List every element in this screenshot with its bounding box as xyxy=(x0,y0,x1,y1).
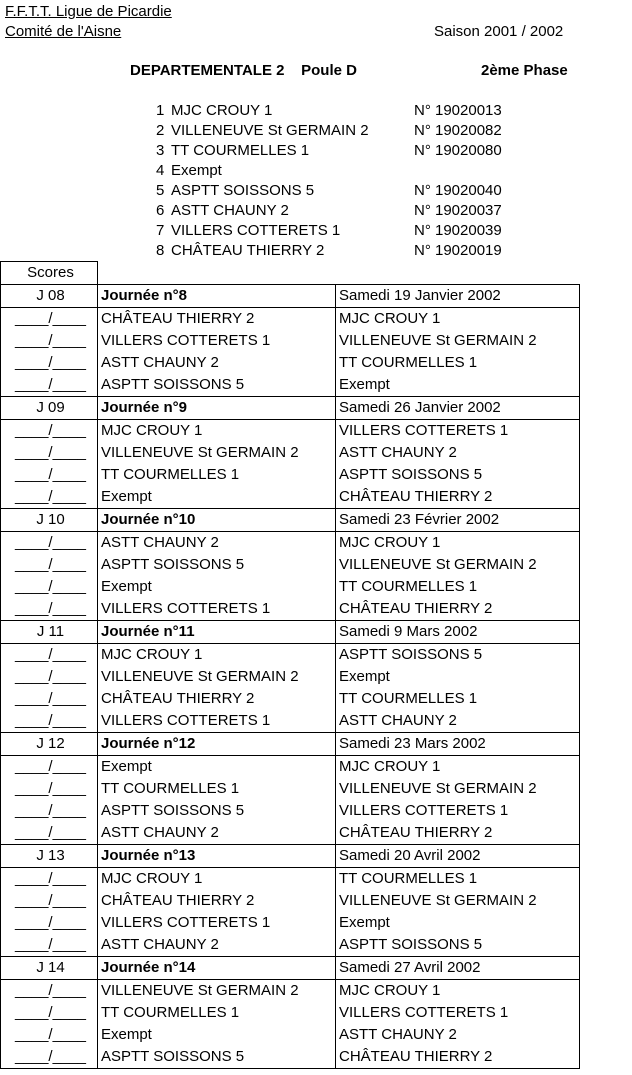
home-team: ASTT CHAUNY 2 xyxy=(98,352,336,374)
team-name: ASTT CHAUNY 2 xyxy=(171,202,289,219)
day-header-row xyxy=(1,509,580,532)
home-team: MJC CROUY 1 xyxy=(98,420,336,443)
day-header-row xyxy=(1,285,580,308)
team-number: 2 xyxy=(156,122,165,139)
day-header-row xyxy=(1,845,580,868)
home-team: ASTT CHAUNY 2 xyxy=(98,822,336,845)
away-team: MJC CROUY 1 xyxy=(336,756,580,779)
score-field[interactable]: ____/____ xyxy=(1,486,98,509)
score-field[interactable]: ____/____ xyxy=(1,644,98,667)
score-field[interactable]: ____/____ xyxy=(1,330,98,352)
phase-label: 2ème Phase xyxy=(481,62,568,79)
day-title: Journée n°8 xyxy=(98,285,336,308)
away-team: VILLENEUVE St GERMAIN 2 xyxy=(336,330,580,352)
match-row xyxy=(1,1046,580,1069)
team-id: N° 19020039 xyxy=(414,222,502,239)
home-team: VILLENEUVE St GERMAIN 2 xyxy=(98,442,336,464)
score-field[interactable]: ____/____ xyxy=(1,710,98,733)
day-date: Samedi 26 Janvier 2002 xyxy=(336,397,580,420)
team-number: 5 xyxy=(156,182,165,199)
home-team: ASPTT SOISSONS 5 xyxy=(98,554,336,576)
away-team: ASTT CHAUNY 2 xyxy=(336,442,580,464)
day-header-row xyxy=(1,957,580,980)
home-team: ASTT CHAUNY 2 xyxy=(98,934,336,957)
day-code: J 13 xyxy=(1,845,98,868)
match-row xyxy=(1,800,580,822)
away-team: ASPTT SOISSONS 5 xyxy=(336,644,580,667)
score-field[interactable]: ____/____ xyxy=(1,800,98,822)
day-title: Journée n°14 xyxy=(98,957,336,980)
away-team: VILLERS COTTERETS 1 xyxy=(336,1002,580,1024)
day-header-row xyxy=(1,733,580,756)
team-number: 4 xyxy=(156,162,165,179)
away-team: CHÂTEAU THIERRY 2 xyxy=(336,486,580,509)
home-team: TT COURMELLES 1 xyxy=(98,464,336,486)
team-number: 1 xyxy=(156,102,165,119)
team-name: CHÂTEAU THIERRY 2 xyxy=(171,242,325,259)
team-number: 6 xyxy=(156,202,165,219)
score-field[interactable]: ____/____ xyxy=(1,308,98,331)
team-id: N° 19020080 xyxy=(414,142,502,159)
match-row xyxy=(1,688,580,710)
home-team: ASPTT SOISSONS 5 xyxy=(98,1046,336,1069)
match-row xyxy=(1,756,580,779)
away-team: TT COURMELLES 1 xyxy=(336,576,580,598)
score-field[interactable]: ____/____ xyxy=(1,576,98,598)
scores-header: Scores xyxy=(1,262,98,285)
away-team: TT COURMELLES 1 xyxy=(336,352,580,374)
match-row xyxy=(1,374,580,397)
match-row xyxy=(1,934,580,957)
match-row xyxy=(1,890,580,912)
away-team: Exempt xyxy=(336,666,580,688)
division-title: DEPARTEMENTALE 2 Poule D xyxy=(130,62,357,79)
home-team: VILLERS COTTERETS 1 xyxy=(98,330,336,352)
match-row xyxy=(1,822,580,845)
match-row xyxy=(1,576,580,598)
match-row xyxy=(1,442,580,464)
home-team: CHÂTEAU THIERRY 2 xyxy=(98,308,336,331)
home-team: ASPTT SOISSONS 5 xyxy=(98,374,336,397)
score-field[interactable]: ____/____ xyxy=(1,554,98,576)
away-team: Exempt xyxy=(336,912,580,934)
home-team: MJC CROUY 1 xyxy=(98,644,336,667)
match-row xyxy=(1,710,580,733)
match-row xyxy=(1,1002,580,1024)
day-code: J 10 xyxy=(1,509,98,532)
day-title: Journée n°9 xyxy=(98,397,336,420)
team-id: N° 19020040 xyxy=(414,182,502,199)
score-field[interactable]: ____/____ xyxy=(1,980,98,1003)
score-field[interactable]: ____/____ xyxy=(1,688,98,710)
away-team: ASTT CHAUNY 2 xyxy=(336,1024,580,1046)
committee-title: Comité de l'Aisne xyxy=(5,23,122,40)
match-row xyxy=(1,532,580,555)
home-team: VILLENEUVE St GERMAIN 2 xyxy=(98,980,336,1003)
home-team: Exempt xyxy=(98,576,336,598)
day-date: Samedi 23 Février 2002 xyxy=(336,509,580,532)
day-title: Journée n°10 xyxy=(98,509,336,532)
home-team: VILLERS COTTERETS 1 xyxy=(98,710,336,733)
match-row xyxy=(1,554,580,576)
home-team: ASTT CHAUNY 2 xyxy=(98,532,336,555)
away-team: ASPTT SOISSONS 5 xyxy=(336,934,580,957)
home-team: TT COURMELLES 1 xyxy=(98,1002,336,1024)
day-date: Samedi 27 Avril 2002 xyxy=(336,957,580,980)
day-code: J 14 xyxy=(1,957,98,980)
match-row xyxy=(1,666,580,688)
day-header-row xyxy=(1,621,580,644)
day-title: Journée n°13 xyxy=(98,845,336,868)
away-team: MJC CROUY 1 xyxy=(336,308,580,331)
match-row xyxy=(1,644,580,667)
away-team: CHÂTEAU THIERRY 2 xyxy=(336,822,580,845)
score-field[interactable]: ____/____ xyxy=(1,912,98,934)
day-title: Journée n°11 xyxy=(98,621,336,644)
away-team: Exempt xyxy=(336,374,580,397)
team-name: MJC CROUY 1 xyxy=(171,102,273,119)
home-team: VILLENEUVE St GERMAIN 2 xyxy=(98,666,336,688)
match-row xyxy=(1,598,580,621)
blank-cell xyxy=(336,262,580,285)
season-label: Saison 2001 / 2002 xyxy=(434,23,564,40)
match-row xyxy=(1,912,580,934)
match-row xyxy=(1,778,580,800)
team-name: TT COURMELLES 1 xyxy=(171,142,310,159)
score-field[interactable]: ____/____ xyxy=(1,598,98,621)
away-team: VILLENEUVE St GERMAIN 2 xyxy=(336,778,580,800)
score-field[interactable]: ____/____ xyxy=(1,352,98,374)
schedule-table xyxy=(0,261,580,1069)
team-id: N° 19020082 xyxy=(414,122,502,139)
score-field[interactable]: ____/____ xyxy=(1,868,98,891)
home-team: TT COURMELLES 1 xyxy=(98,778,336,800)
day-date: Samedi 9 Mars 2002 xyxy=(336,621,580,644)
home-team: Exempt xyxy=(98,1024,336,1046)
team-name: VILLENEUVE St GERMAIN 2 xyxy=(171,122,369,139)
score-field[interactable]: ____/____ xyxy=(1,1024,98,1046)
score-field[interactable]: ____/____ xyxy=(1,464,98,486)
score-field[interactable]: ____/____ xyxy=(1,420,98,443)
score-field[interactable]: ____/____ xyxy=(1,934,98,957)
team-id: N° 19020037 xyxy=(414,202,502,219)
org-title: F.F.T.T. Ligue de Picardie xyxy=(5,3,172,20)
team-number: 8 xyxy=(156,242,165,259)
match-row xyxy=(1,464,580,486)
score-field[interactable]: ____/____ xyxy=(1,442,98,464)
home-team: MJC CROUY 1 xyxy=(98,868,336,891)
away-team: CHÂTEAU THIERRY 2 xyxy=(336,598,580,621)
team-name: ASPTT SOISSONS 5 xyxy=(171,182,315,199)
score-field[interactable]: ____/____ xyxy=(1,374,98,397)
score-field[interactable]: ____/____ xyxy=(1,756,98,779)
away-team: CHÂTEAU THIERRY 2 xyxy=(336,1046,580,1069)
score-field[interactable]: ____/____ xyxy=(1,890,98,912)
score-field[interactable]: ____/____ xyxy=(1,822,98,845)
team-number: 7 xyxy=(156,222,165,239)
away-team: MJC CROUY 1 xyxy=(336,980,580,1003)
day-title: Journée n°12 xyxy=(98,733,336,756)
score-field[interactable]: ____/____ xyxy=(1,532,98,555)
match-row xyxy=(1,352,580,374)
day-date: Samedi 20 Avril 2002 xyxy=(336,845,580,868)
away-team: VILLENEUVE St GERMAIN 2 xyxy=(336,890,580,912)
match-row xyxy=(1,330,580,352)
home-team: ASPTT SOISSONS 5 xyxy=(98,800,336,822)
team-id: N° 19020013 xyxy=(414,102,502,119)
home-team: VILLERS COTTERETS 1 xyxy=(98,598,336,621)
home-team: VILLERS COTTERETS 1 xyxy=(98,912,336,934)
away-team: VILLERS COTTERETS 1 xyxy=(336,800,580,822)
match-row xyxy=(1,308,580,331)
day-header-row xyxy=(1,397,580,420)
match-row xyxy=(1,1024,580,1046)
match-row xyxy=(1,980,580,1003)
away-team: VILLENEUVE St GERMAIN 2 xyxy=(336,554,580,576)
day-date: Samedi 23 Mars 2002 xyxy=(336,733,580,756)
team-name: VILLERS COTTERETS 1 xyxy=(171,222,341,239)
blank-cell xyxy=(98,262,336,285)
home-team: Exempt xyxy=(98,756,336,779)
home-team: CHÂTEAU THIERRY 2 xyxy=(98,688,336,710)
away-team: TT COURMELLES 1 xyxy=(336,688,580,710)
away-team: ASTT CHAUNY 2 xyxy=(336,710,580,733)
team-name: Exempt xyxy=(171,162,222,179)
score-field[interactable]: ____/____ xyxy=(1,666,98,688)
score-field[interactable]: ____/____ xyxy=(1,1002,98,1024)
score-field[interactable]: ____/____ xyxy=(1,1046,98,1069)
away-team: VILLERS COTTERETS 1 xyxy=(336,420,580,443)
away-team: ASPTT SOISSONS 5 xyxy=(336,464,580,486)
team-id: N° 19020019 xyxy=(414,242,502,259)
day-code: J 09 xyxy=(1,397,98,420)
home-team: CHÂTEAU THIERRY 2 xyxy=(98,890,336,912)
score-field[interactable]: ____/____ xyxy=(1,778,98,800)
day-code: J 11 xyxy=(1,621,98,644)
away-team: MJC CROUY 1 xyxy=(336,532,580,555)
match-row xyxy=(1,420,580,443)
day-date: Samedi 19 Janvier 2002 xyxy=(336,285,580,308)
match-row xyxy=(1,868,580,891)
home-team: Exempt xyxy=(98,486,336,509)
team-number: 3 xyxy=(156,142,165,159)
day-code: J 12 xyxy=(1,733,98,756)
day-code: J 08 xyxy=(1,285,98,308)
away-team: TT COURMELLES 1 xyxy=(336,868,580,891)
match-row xyxy=(1,486,580,509)
